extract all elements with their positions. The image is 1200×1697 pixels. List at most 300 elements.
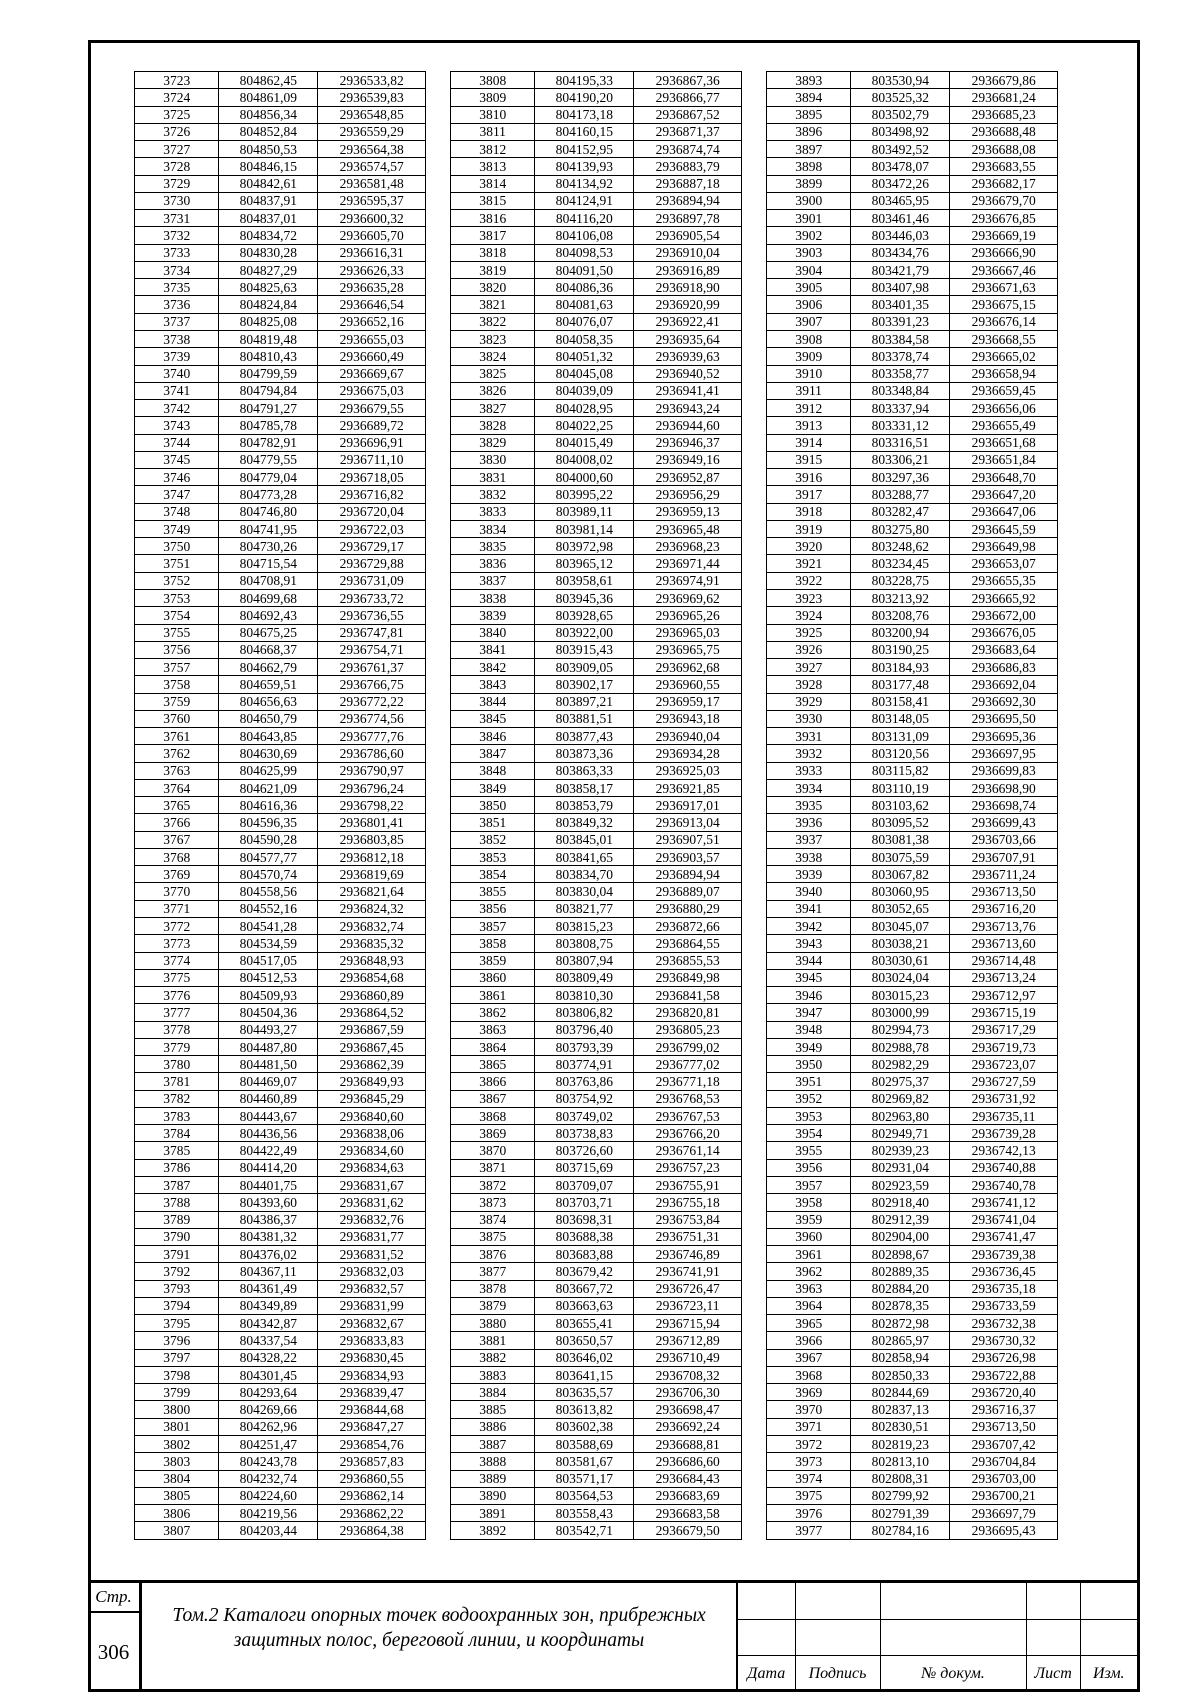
table-row bbox=[135, 313, 426, 330]
y-coordinate-cell: 2936943,24 bbox=[634, 400, 742, 417]
table-row bbox=[451, 866, 742, 883]
x-coordinate-cell: 804376,02 bbox=[219, 1246, 318, 1263]
table-row bbox=[451, 745, 742, 762]
x-coordinate-cell: 803316,51 bbox=[851, 434, 950, 451]
x-coordinate-cell: 803965,12 bbox=[535, 555, 634, 572]
table-row bbox=[767, 555, 1058, 572]
point-number-cell: 3822 bbox=[451, 313, 535, 330]
x-coordinate-cell: 803981,14 bbox=[535, 520, 634, 537]
table-row bbox=[451, 1505, 742, 1522]
x-coordinate-cell: 804819,48 bbox=[219, 330, 318, 347]
x-coordinate-cell: 804509,93 bbox=[219, 987, 318, 1004]
table-row bbox=[135, 141, 426, 158]
point-number-cell: 3743 bbox=[135, 417, 219, 434]
point-number-cell: 3834 bbox=[451, 520, 535, 537]
x-coordinate-cell: 802988,78 bbox=[851, 1038, 950, 1055]
point-number-cell: 3764 bbox=[135, 779, 219, 796]
y-coordinate-cell: 2936766,75 bbox=[318, 676, 426, 693]
point-number-cell: 3880 bbox=[451, 1315, 535, 1332]
table-row bbox=[767, 607, 1058, 624]
point-number-cell: 3723 bbox=[135, 72, 219, 89]
y-coordinate-cell: 2936740,88 bbox=[950, 1159, 1058, 1176]
y-coordinate-cell: 2936742,13 bbox=[950, 1142, 1058, 1159]
y-coordinate-cell: 2936907,51 bbox=[634, 831, 742, 848]
table-row bbox=[451, 175, 742, 192]
x-coordinate-cell: 803110,19 bbox=[851, 779, 950, 796]
point-number-cell: 3814 bbox=[451, 175, 535, 192]
y-coordinate-cell: 2936696,91 bbox=[318, 434, 426, 451]
y-coordinate-cell: 2936703,00 bbox=[950, 1470, 1058, 1487]
x-coordinate-cell: 804058,35 bbox=[535, 330, 634, 347]
y-coordinate-cell: 2936832,67 bbox=[318, 1315, 426, 1332]
point-number-cell: 3863 bbox=[451, 1021, 535, 1038]
point-number-cell: 3958 bbox=[767, 1194, 851, 1211]
y-coordinate-cell: 2936803,85 bbox=[318, 831, 426, 848]
table-row bbox=[767, 330, 1058, 347]
y-coordinate-cell: 2936595,37 bbox=[318, 192, 426, 209]
y-coordinate-cell: 2936713,50 bbox=[950, 1418, 1058, 1435]
point-number-cell: 3833 bbox=[451, 503, 535, 520]
table-row bbox=[767, 1522, 1058, 1539]
y-coordinate-cell: 2936959,13 bbox=[634, 503, 742, 520]
point-number-cell: 3831 bbox=[451, 469, 535, 486]
y-coordinate-cell: 2936733,59 bbox=[950, 1297, 1058, 1314]
y-coordinate-cell: 2936831,62 bbox=[318, 1194, 426, 1211]
x-coordinate-cell: 803958,61 bbox=[535, 572, 634, 589]
point-number-cell: 3908 bbox=[767, 330, 851, 347]
point-number-cell: 3873 bbox=[451, 1194, 535, 1211]
point-number-cell: 3773 bbox=[135, 935, 219, 952]
table-row bbox=[451, 883, 742, 900]
table-row bbox=[135, 175, 426, 192]
point-number-cell: 3926 bbox=[767, 641, 851, 658]
document-title-line-2: защитных полос, береговой линии, и координаты bbox=[233, 1630, 645, 1651]
point-number-cell: 3946 bbox=[767, 987, 851, 1004]
y-coordinate-cell: 2936965,03 bbox=[634, 624, 742, 641]
point-number-cell: 3835 bbox=[451, 538, 535, 555]
point-number-cell: 3855 bbox=[451, 883, 535, 900]
point-number-cell: 3931 bbox=[767, 728, 851, 745]
point-number-cell: 3853 bbox=[451, 848, 535, 865]
point-number-cell: 3800 bbox=[135, 1401, 219, 1418]
point-number-cell: 3796 bbox=[135, 1332, 219, 1349]
y-coordinate-cell: 2936695,36 bbox=[950, 728, 1058, 745]
y-coordinate-cell: 2936832,74 bbox=[318, 918, 426, 935]
x-coordinate-cell: 803234,45 bbox=[851, 555, 950, 572]
point-number-cell: 3948 bbox=[767, 1021, 851, 1038]
table-row bbox=[767, 918, 1058, 935]
point-number-cell: 3859 bbox=[451, 952, 535, 969]
point-number-cell: 3951 bbox=[767, 1073, 851, 1090]
y-coordinate-cell: 2936913,04 bbox=[634, 814, 742, 831]
x-coordinate-cell: 803052,65 bbox=[851, 900, 950, 917]
point-number-cell: 3899 bbox=[767, 175, 851, 192]
x-coordinate-cell: 803821,77 bbox=[535, 900, 634, 917]
table-row bbox=[451, 1056, 742, 1073]
x-coordinate-cell: 803774,91 bbox=[535, 1056, 634, 1073]
x-coordinate-cell: 802808,31 bbox=[851, 1470, 950, 1487]
x-coordinate-cell: 803407,98 bbox=[851, 279, 950, 296]
point-number-cell: 3897 bbox=[767, 141, 851, 158]
point-number-cell: 3965 bbox=[767, 1315, 851, 1332]
point-number-cell: 3966 bbox=[767, 1332, 851, 1349]
x-coordinate-cell: 803972,98 bbox=[535, 538, 634, 555]
y-coordinate-cell: 2936774,56 bbox=[318, 710, 426, 727]
y-coordinate-cell: 2936655,03 bbox=[318, 330, 426, 347]
y-coordinate-cell: 2936672,00 bbox=[950, 607, 1058, 624]
point-number-cell: 3957 bbox=[767, 1177, 851, 1194]
x-coordinate-cell: 804699,68 bbox=[219, 589, 318, 606]
x-coordinate-cell: 803688,38 bbox=[535, 1228, 634, 1245]
y-coordinate-cell: 2936854,76 bbox=[318, 1435, 426, 1452]
y-coordinate-cell: 2936845,29 bbox=[318, 1090, 426, 1107]
y-coordinate-cell: 2936722,88 bbox=[950, 1366, 1058, 1383]
x-coordinate-cell: 803288,77 bbox=[851, 486, 950, 503]
table-row bbox=[767, 641, 1058, 658]
x-coordinate-cell: 803378,74 bbox=[851, 348, 950, 365]
y-coordinate-cell: 2936796,24 bbox=[318, 779, 426, 796]
x-coordinate-cell: 803478,07 bbox=[851, 158, 950, 175]
table-row bbox=[451, 1246, 742, 1263]
y-coordinate-cell: 2936920,99 bbox=[634, 296, 742, 313]
table-row bbox=[767, 1004, 1058, 1021]
point-number-cell: 3860 bbox=[451, 969, 535, 986]
y-coordinate-cell: 2936965,75 bbox=[634, 641, 742, 658]
table-row bbox=[135, 227, 426, 244]
table-row bbox=[451, 710, 742, 727]
y-coordinate-cell: 2936697,95 bbox=[950, 745, 1058, 762]
x-coordinate-cell: 804837,01 bbox=[219, 210, 318, 227]
point-number-cell: 3952 bbox=[767, 1090, 851, 1107]
y-coordinate-cell: 2936960,55 bbox=[634, 676, 742, 693]
revision-cell-empty bbox=[880, 1619, 1026, 1655]
point-number-cell: 3749 bbox=[135, 520, 219, 537]
point-number-cell: 3875 bbox=[451, 1228, 535, 1245]
point-number-cell: 3969 bbox=[767, 1384, 851, 1401]
x-coordinate-cell: 802858,94 bbox=[851, 1349, 950, 1366]
point-number-cell: 3840 bbox=[451, 624, 535, 641]
x-coordinate-cell: 804741,95 bbox=[219, 520, 318, 537]
point-number-cell: 3867 bbox=[451, 1090, 535, 1107]
table-row bbox=[767, 1487, 1058, 1504]
y-coordinate-cell: 2936707,42 bbox=[950, 1435, 1058, 1452]
table-row bbox=[767, 1125, 1058, 1142]
point-number-cell: 3744 bbox=[135, 434, 219, 451]
table-row bbox=[451, 641, 742, 658]
x-coordinate-cell: 803571,17 bbox=[535, 1470, 634, 1487]
x-coordinate-cell: 803434,76 bbox=[851, 244, 950, 261]
x-coordinate-cell: 804852,84 bbox=[219, 123, 318, 140]
point-number-cell: 3824 bbox=[451, 348, 535, 365]
point-number-cell: 3936 bbox=[767, 814, 851, 831]
table-row bbox=[451, 106, 742, 123]
y-coordinate-cell: 2936683,69 bbox=[634, 1487, 742, 1504]
x-coordinate-cell: 804541,28 bbox=[219, 918, 318, 935]
table-row bbox=[451, 900, 742, 917]
revision-header-row bbox=[738, 1656, 1137, 1692]
table-row bbox=[767, 227, 1058, 244]
x-coordinate-cell: 804590,28 bbox=[219, 831, 318, 848]
y-coordinate-cell: 2936940,52 bbox=[634, 365, 742, 382]
x-coordinate-cell: 803683,88 bbox=[535, 1246, 634, 1263]
point-number-cell: 3953 bbox=[767, 1107, 851, 1124]
y-coordinate-cell: 2936855,53 bbox=[634, 952, 742, 969]
point-number-cell: 3737 bbox=[135, 313, 219, 330]
y-coordinate-cell: 2936848,93 bbox=[318, 952, 426, 969]
table-row bbox=[767, 503, 1058, 520]
table-row bbox=[451, 400, 742, 417]
y-coordinate-cell: 2936698,47 bbox=[634, 1401, 742, 1418]
y-coordinate-cell: 2936860,89 bbox=[318, 987, 426, 1004]
y-coordinate-cell: 2936777,76 bbox=[318, 728, 426, 745]
y-coordinate-cell: 2936832,57 bbox=[318, 1280, 426, 1297]
table-row bbox=[451, 935, 742, 952]
y-coordinate-cell: 2936649,98 bbox=[950, 538, 1058, 555]
y-coordinate-cell: 2936820,81 bbox=[634, 1004, 742, 1021]
table-row bbox=[767, 693, 1058, 710]
x-coordinate-cell: 804570,74 bbox=[219, 866, 318, 883]
point-number-cell: 3808 bbox=[451, 72, 535, 89]
table-row bbox=[135, 210, 426, 227]
point-number-cell: 3769 bbox=[135, 866, 219, 883]
point-number-cell: 3852 bbox=[451, 831, 535, 848]
y-coordinate-cell: 2936834,63 bbox=[318, 1159, 426, 1176]
y-coordinate-cell: 2936684,43 bbox=[634, 1470, 742, 1487]
point-number-cell: 3872 bbox=[451, 1177, 535, 1194]
table-row bbox=[135, 417, 426, 434]
point-number-cell: 3940 bbox=[767, 883, 851, 900]
y-coordinate-cell: 2936867,45 bbox=[318, 1038, 426, 1055]
table-row bbox=[451, 1332, 742, 1349]
y-coordinate-cell: 2936697,79 bbox=[950, 1505, 1058, 1522]
table-row bbox=[135, 1332, 426, 1349]
x-coordinate-cell: 803095,52 bbox=[851, 814, 950, 831]
point-number-cell: 3851 bbox=[451, 814, 535, 831]
x-coordinate-cell: 803749,02 bbox=[535, 1107, 634, 1124]
point-number-cell: 3938 bbox=[767, 848, 851, 865]
table-row bbox=[451, 987, 742, 1004]
point-number-cell: 3847 bbox=[451, 745, 535, 762]
table-row bbox=[135, 1384, 426, 1401]
y-coordinate-cell: 2936695,50 bbox=[950, 710, 1058, 727]
point-number-cell: 3871 bbox=[451, 1159, 535, 1176]
y-coordinate-cell: 2936686,83 bbox=[950, 659, 1058, 676]
y-coordinate-cell: 2936706,30 bbox=[634, 1384, 742, 1401]
table-row bbox=[135, 1246, 426, 1263]
table-row bbox=[451, 434, 742, 451]
y-coordinate-cell: 2936667,46 bbox=[950, 261, 1058, 278]
x-coordinate-cell: 804293,64 bbox=[219, 1384, 318, 1401]
point-number-cell: 3943 bbox=[767, 935, 851, 952]
point-number-cell: 3739 bbox=[135, 348, 219, 365]
table-row bbox=[135, 400, 426, 417]
y-coordinate-cell: 2936755,18 bbox=[634, 1194, 742, 1211]
y-coordinate-cell: 2936600,32 bbox=[318, 210, 426, 227]
x-coordinate-cell: 803646,02 bbox=[535, 1349, 634, 1366]
table-row bbox=[451, 72, 742, 89]
y-coordinate-cell: 2936681,24 bbox=[950, 89, 1058, 106]
document-title bbox=[142, 1583, 738, 1692]
point-number-cell: 3729 bbox=[135, 175, 219, 192]
x-coordinate-cell: 804160,15 bbox=[535, 123, 634, 140]
y-coordinate-cell: 2936741,91 bbox=[634, 1263, 742, 1280]
table-row bbox=[767, 486, 1058, 503]
x-coordinate-cell: 802784,16 bbox=[851, 1522, 950, 1539]
table-row bbox=[451, 728, 742, 745]
y-coordinate-cell: 2936559,29 bbox=[318, 123, 426, 140]
y-coordinate-cell: 2936715,94 bbox=[634, 1315, 742, 1332]
y-coordinate-cell: 2936626,33 bbox=[318, 261, 426, 278]
y-coordinate-cell: 2936761,37 bbox=[318, 659, 426, 676]
table-row bbox=[135, 365, 426, 382]
x-coordinate-cell: 804393,60 bbox=[219, 1194, 318, 1211]
table-row bbox=[767, 141, 1058, 158]
table-row bbox=[767, 728, 1058, 745]
x-coordinate-cell: 803863,33 bbox=[535, 762, 634, 779]
point-number-cell: 3810 bbox=[451, 106, 535, 123]
point-number-cell: 3903 bbox=[767, 244, 851, 261]
point-number-cell: 3759 bbox=[135, 693, 219, 710]
table-row bbox=[767, 1038, 1058, 1055]
x-coordinate-cell: 804045,08 bbox=[535, 365, 634, 382]
y-coordinate-cell: 2936699,83 bbox=[950, 762, 1058, 779]
table-row bbox=[767, 1418, 1058, 1435]
x-coordinate-cell: 804243,78 bbox=[219, 1453, 318, 1470]
y-coordinate-cell: 2936718,05 bbox=[318, 469, 426, 486]
table-row bbox=[767, 1280, 1058, 1297]
x-coordinate-cell: 803922,00 bbox=[535, 624, 634, 641]
x-coordinate-cell: 804051,32 bbox=[535, 348, 634, 365]
x-coordinate-cell: 804139,93 bbox=[535, 158, 634, 175]
y-coordinate-cell: 2936665,02 bbox=[950, 348, 1058, 365]
x-coordinate-cell: 803348,84 bbox=[851, 382, 950, 399]
table-row bbox=[451, 1073, 742, 1090]
y-coordinate-cell: 2936735,18 bbox=[950, 1280, 1058, 1297]
point-number-cell: 3868 bbox=[451, 1107, 535, 1124]
point-number-cell: 3866 bbox=[451, 1073, 535, 1090]
point-number-cell: 3977 bbox=[767, 1522, 851, 1539]
y-coordinate-cell: 2936712,89 bbox=[634, 1332, 742, 1349]
x-coordinate-cell: 804668,37 bbox=[219, 641, 318, 658]
coordinates-table-1 bbox=[134, 71, 426, 1540]
point-number-cell: 3727 bbox=[135, 141, 219, 158]
point-number-cell: 3819 bbox=[451, 261, 535, 278]
y-coordinate-cell: 2936710,49 bbox=[634, 1349, 742, 1366]
point-number-cell: 3912 bbox=[767, 400, 851, 417]
x-coordinate-cell: 803915,43 bbox=[535, 641, 634, 658]
table-row bbox=[767, 89, 1058, 106]
x-coordinate-cell: 803641,15 bbox=[535, 1366, 634, 1383]
table-row bbox=[135, 469, 426, 486]
table-row bbox=[135, 1194, 426, 1211]
point-number-cell: 3794 bbox=[135, 1297, 219, 1314]
y-coordinate-cell: 2936533,82 bbox=[318, 72, 426, 89]
table-row bbox=[451, 659, 742, 676]
y-coordinate-cell: 2936974,91 bbox=[634, 572, 742, 589]
point-number-cell: 3910 bbox=[767, 365, 851, 382]
table-row bbox=[451, 1004, 742, 1021]
table-row bbox=[767, 382, 1058, 399]
table-row bbox=[135, 1004, 426, 1021]
y-coordinate-cell: 2936766,20 bbox=[634, 1125, 742, 1142]
x-coordinate-cell: 803715,69 bbox=[535, 1159, 634, 1176]
revision-row bbox=[738, 1583, 1137, 1619]
y-coordinate-cell: 2936733,72 bbox=[318, 589, 426, 606]
x-coordinate-cell: 803602,38 bbox=[535, 1418, 634, 1435]
y-coordinate-cell: 2936539,83 bbox=[318, 89, 426, 106]
table-row bbox=[767, 745, 1058, 762]
x-coordinate-cell: 804436,56 bbox=[219, 1125, 318, 1142]
y-coordinate-cell: 2936812,18 bbox=[318, 848, 426, 865]
y-coordinate-cell: 2936676,05 bbox=[950, 624, 1058, 641]
point-number-cell: 3839 bbox=[451, 607, 535, 624]
column-label-signature: Подпись bbox=[795, 1656, 880, 1692]
x-coordinate-cell: 803564,53 bbox=[535, 1487, 634, 1504]
table-row bbox=[767, 624, 1058, 641]
x-coordinate-cell: 804715,54 bbox=[219, 555, 318, 572]
x-coordinate-cell: 803858,17 bbox=[535, 779, 634, 796]
x-coordinate-cell: 804381,32 bbox=[219, 1228, 318, 1245]
x-coordinate-cell: 803655,41 bbox=[535, 1315, 634, 1332]
table-row bbox=[767, 520, 1058, 537]
x-coordinate-cell: 803275,80 bbox=[851, 520, 950, 537]
y-coordinate-cell: 2936767,53 bbox=[634, 1107, 742, 1124]
point-number-cell: 3915 bbox=[767, 451, 851, 468]
point-number-cell: 3881 bbox=[451, 1332, 535, 1349]
point-number-cell: 3745 bbox=[135, 451, 219, 468]
point-number-cell: 3754 bbox=[135, 607, 219, 624]
x-coordinate-cell: 803081,38 bbox=[851, 831, 950, 848]
table-row bbox=[135, 831, 426, 848]
x-coordinate-cell: 804861,09 bbox=[219, 89, 318, 106]
y-coordinate-cell: 2936968,23 bbox=[634, 538, 742, 555]
y-coordinate-cell: 2936700,21 bbox=[950, 1487, 1058, 1504]
point-number-cell: 3956 bbox=[767, 1159, 851, 1176]
table-row bbox=[135, 1107, 426, 1124]
y-coordinate-cell: 2936849,93 bbox=[318, 1073, 426, 1090]
x-coordinate-cell: 802791,39 bbox=[851, 1505, 950, 1522]
x-coordinate-cell: 804856,34 bbox=[219, 106, 318, 123]
table-row bbox=[135, 1228, 426, 1245]
table-row bbox=[767, 1228, 1058, 1245]
table-row bbox=[767, 779, 1058, 796]
y-coordinate-cell: 2936831,77 bbox=[318, 1228, 426, 1245]
x-coordinate-cell: 803391,23 bbox=[851, 313, 950, 330]
x-coordinate-cell: 803525,32 bbox=[851, 89, 950, 106]
x-coordinate-cell: 804469,07 bbox=[219, 1073, 318, 1090]
table-row bbox=[135, 900, 426, 917]
table-row bbox=[135, 624, 426, 641]
y-coordinate-cell: 2936821,64 bbox=[318, 883, 426, 900]
table-row bbox=[767, 831, 1058, 848]
y-coordinate-cell: 2936635,28 bbox=[318, 279, 426, 296]
x-coordinate-cell: 803306,21 bbox=[851, 451, 950, 468]
x-coordinate-cell: 802912,39 bbox=[851, 1211, 950, 1228]
x-coordinate-cell: 804785,78 bbox=[219, 417, 318, 434]
y-coordinate-cell: 2936917,01 bbox=[634, 797, 742, 814]
table-row bbox=[135, 72, 426, 89]
table-row bbox=[135, 1177, 426, 1194]
point-number-cell: 3976 bbox=[767, 1505, 851, 1522]
y-coordinate-cell: 2936688,08 bbox=[950, 141, 1058, 158]
y-coordinate-cell: 2936683,58 bbox=[634, 1505, 742, 1522]
point-number-cell: 3832 bbox=[451, 486, 535, 503]
y-coordinate-cell: 2936889,07 bbox=[634, 883, 742, 900]
table-row bbox=[451, 572, 742, 589]
x-coordinate-cell: 804301,45 bbox=[219, 1366, 318, 1383]
point-number-cell: 3809 bbox=[451, 89, 535, 106]
table-row bbox=[135, 693, 426, 710]
